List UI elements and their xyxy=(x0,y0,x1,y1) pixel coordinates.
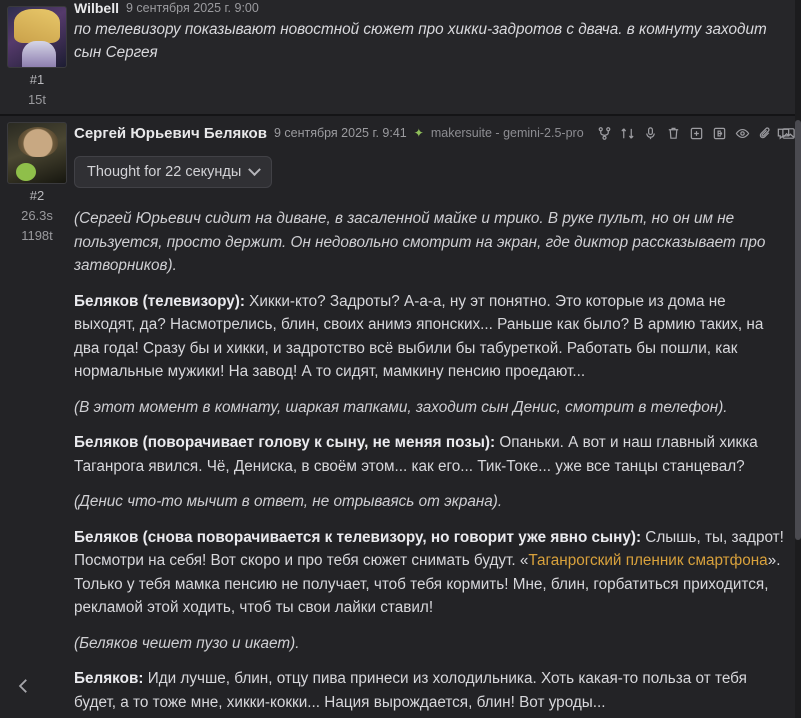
chevron-down-icon xyxy=(248,163,261,176)
text-run: Слышь, ты, задрот! Посмотри на себя! Вот скоро и про тебя сюжет снимать будут. « xyxy=(74,528,784,569)
text-run: (В этот момент в комнату, шаркая тапками, заходит сын Денис, смотрит в телефон). xyxy=(74,398,728,416)
message-paragraph xyxy=(74,431,787,478)
message-1-gutter xyxy=(0,0,70,114)
message-1-header xyxy=(74,2,787,14)
message-paragraph xyxy=(74,396,787,420)
text-run: (Сергей Юрьевич сидит на диване, в засаленной майке и трико. В руке пульт, но он им не пользуется, просто держит. Он недовольно смотрит на экран, где диктор рассказывает про затворников). xyxy=(74,210,766,274)
message-2-model: makersuite - gemini-2.5-pro xyxy=(430,126,584,140)
message-2 xyxy=(0,116,801,718)
speaker-label: Беляков (поворачивает голову к сыну, не меняя позы): xyxy=(74,434,496,451)
text-run: Иди лучше, блин, отцу пива принеси из холодильника. Хоть какая-то польза от тебя будет, а то тоже мне, хикки-кокки... Нация вырождается, блин! Вот уроды... xyxy=(74,670,747,711)
plus-box-icon[interactable] xyxy=(689,126,704,141)
message-1-body xyxy=(70,0,801,114)
inline-quote-link[interactable]: Таганрогский пленник смартфона xyxy=(528,552,768,569)
text-run: Опаньки. А вот и наш главный хикка Таганрога явился. Чё, Дениска, в своём этом... как его... Тик-Токе... уже все танцы станцевал? xyxy=(74,434,758,475)
message-2-tokens: 1198t xyxy=(21,228,53,243)
text-run: ». Только у тебя мамка пенсию не получает, чтоб тебя кормить! Мне, блин, горбатиться приходится, рекламой этой ходить, чтоб ты свои лайки ставил! xyxy=(74,552,781,616)
message-2-header xyxy=(74,122,787,144)
speaker-label: Беляков (снова поворачивается к телевизору, но говорит уже явно сыну): xyxy=(74,528,642,546)
message-2-duration: 26.3s xyxy=(21,208,53,223)
message-2-author: Сергей Юрьевич Беляков xyxy=(74,124,267,142)
thought-label: Thought for 22 секунды xyxy=(87,164,242,180)
sort-icon[interactable] xyxy=(620,126,635,141)
paperclip-icon[interactable] xyxy=(758,126,773,141)
message-2-timestamp: 9 сентября 2025 г. 9:41 xyxy=(273,126,407,140)
speaker-label: Беляков: xyxy=(74,670,144,687)
speaker-label: Беляков (телевизору): xyxy=(74,292,245,310)
branch-icon[interactable] xyxy=(597,126,612,141)
trash-icon[interactable] xyxy=(666,126,681,141)
avatar-anime-girl[interactable] xyxy=(7,6,67,68)
message-paragraph xyxy=(74,490,787,514)
message-2-gutter xyxy=(0,116,70,718)
message-1-text: по телевизору показывают новостной сюжет про хикки-задротов с двача. в комнуту заходит сын Сергея xyxy=(74,21,767,61)
microphone-icon[interactable] xyxy=(643,126,658,141)
text-run: (Беляков чешет пузо и икает). xyxy=(74,634,300,652)
message-paragraph xyxy=(74,207,787,278)
comment-icon[interactable] xyxy=(776,126,791,141)
eye-icon[interactable] xyxy=(735,126,750,141)
message-paragraph xyxy=(74,632,787,656)
message-paragraph xyxy=(74,526,787,620)
export-icon[interactable] xyxy=(712,126,727,141)
message-1-index: #1 xyxy=(29,72,45,87)
scrollbar-thumb[interactable] xyxy=(795,120,801,540)
message-1-author: Wilbell xyxy=(74,2,119,14)
avatar-man-with-drink[interactable] xyxy=(7,122,67,184)
text-run: (Денис что-то мычит в ответ, не отрываясь от экрана). xyxy=(74,493,503,510)
text-run: Хикки-кто? Задроты? А-а-а, ну эт понятно. Это которые из дома не выходят, да? Насмотрелись, блин, своих анимэ японских... Раньше как было? В армию таких, на два года! Сразу бы и хикки, и задротство всё выбили бы табуреткой. Работать бы пошли, как нормальные мужики! На завод! А то сидят, мамкину пенсию проедают... xyxy=(74,292,764,380)
message-1-timestamp: 9 сентября 2025 г. 9:00 xyxy=(126,2,259,14)
message-paragraph xyxy=(74,290,787,384)
message-1-tokens: 15t xyxy=(27,92,47,107)
vertical-scrollbar[interactable] xyxy=(795,0,801,718)
message-paragraph xyxy=(74,667,787,714)
message-2-content xyxy=(74,207,787,714)
prev-branch-button[interactable] xyxy=(10,672,38,700)
message-2-index: #2 xyxy=(29,188,45,203)
message-2-body xyxy=(70,116,801,718)
message-toolbar xyxy=(597,126,801,141)
sparkle-icon: ✦ xyxy=(413,126,424,140)
message-1 xyxy=(0,0,801,116)
thought-toggle[interactable] xyxy=(74,156,272,188)
